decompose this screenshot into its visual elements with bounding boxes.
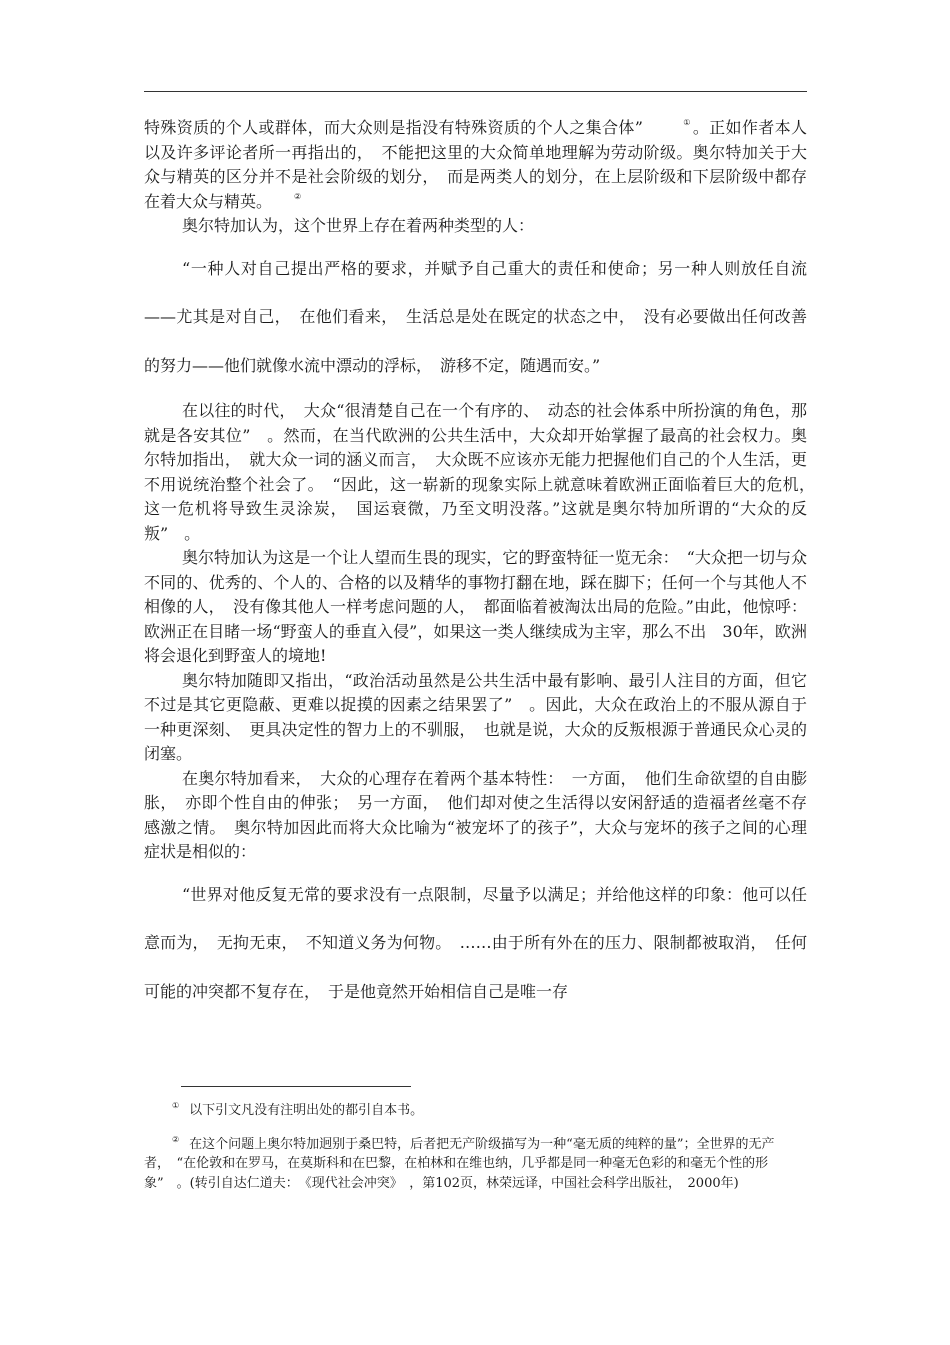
paragraph-2: 奥尔特加认为，这个世界上存在着两种类型的人： [182,216,535,235]
paragraph-5: 奥尔特加随即又指出，“政治活动虽然是公共生活中最有影响、最引人注目的方面，但它不过是其它更隐蔽、更难以捉摸的因素之结果罢了” 。因此，大众在政治上的不服从源自于一种更深刻、 更具决定性的智力上的不驯服， 也就是说，大众的反叛根源于普通民众心灵的闭塞。 [144,670,807,763]
block-quote-1-first: “一种人对自己提出严格的要求，并赋予自己重大的责任和使命；另一种人 [182,258,725,278]
body-text [144,116,824,1016]
footnote-2-mark: ② [172,1134,180,1144]
block-quote-2-first: “世界对他反复无常的要求没有一点限制，尽量予以满足；并给他这样的印 [182,884,710,904]
footnote-1-text: 以下引文凡没有注明出处的都引自本书。 [189,1103,424,1118]
footnote-ref-1[interactable]: ① [682,118,691,127]
footnotes [144,1096,807,1202]
paragraph-4: 奥尔特加认为这是一个让人望而生畏的现实，它的野蛮特征一览无余： “大众把一切与众不同的、优秀的、个人的、合格的以及精华的事物打翻在地，踩在脚下；任何一个与其他人不相像的人， 没有像其他人一样考虑问题的人， 都面临着被淘汰出局的危险。”由此，他惊呼：欧洲正在目睹一场“野蛮人的垂直入侵”，如果这一类人继续成为主宰，那么不出 30年，欧洲将会退化到野蛮人的境地! [144,548,807,665]
footnote-2 [144,1130,807,1194]
paragraph-6: 在奥尔特加看来， 大众的心理存在着两个基本特性： 一方面， 他们生命欲望的自由膨胀， 亦即个性自由的伸张； 另一方面， 他们却对使之生活得以安闲舒适的造福者丝毫不存感激之情。 奥尔特加因此而将大众比喻为“被宠坏了的孩子”，大众与宠坏的孩子之间的心理症状是相似的： [144,768,807,861]
footnote-2-text: 在这个问题上奥尔特加迥别于桑巴特，后者把无产阶级描写为一种“毫无质的纯粹的量”；全世界的无产者， “在伦敦和在罗马，在莫斯科和在巴黎，在柏林和在维也纳，几乎都是同一种毫无色彩的和毫无个性的形象” 。(转引自达仁道夫： 《现代社会冲突》 ，第102页，林荣远译，中国社会科学出版社， 2000年) [144,1136,775,1191]
block-quote-2-rest: 象：他可以任意而为， 无拘无束， 不知道义务为何物。 ……由于所有外在的压力、限制都被取消， 任何可能的冲突都不复存在， 于是他竟然开始相信自己是唯一存 [144,884,807,1001]
block-quote-2 [144,871,807,1017]
paragraph-3: 在以往的时代， 大众“很清楚自己在一个有序的、 动态的社会体系中所扮演的角色，那就是各安其位” 。然而，在当代欧洲的公共生活中，大众却开始掌握了最高的社会权力。奥尔特加指出， 就大众一词的涵义而言， 大众既不应该亦无能力把握他们自己的个人生活，更不用说统治整个社会了。 “因此，这一崭新的现象实际上就意味着欧洲正面临着巨大的危机， 这一危机将导致生灵涂炭， 国运衰微，乃至文明没落。”这就是奥尔特加所谓的“大众的反叛” 。 [144,401,824,543]
paragraph-1-part-b: 。正如作者本人以及许多评论者所一再指出的， 不能把这里的大众简单地理解为劳动阶级。奥尔特加关于大众与精英的区分并不是社会阶级的划分， 而是两类人的划分，在上层阶级和下层阶级中都存在着大众与精英。 [144,118,807,211]
paragraph-1 [144,116,807,214]
footnote-ref-2[interactable]: ② [294,191,302,201]
header-rule [144,91,807,92]
block-quote-1 [144,245,807,391]
footnote-1-mark: ① [172,1101,180,1110]
block-quote-1-rest: 则放任自流——尤其是对自己， 在他们看来， 生活总是处在既定的状态之中， 没有必要做出任何改善的努力——他们就像水流中漂动的浮标， 游移不定，随遇而安。” [144,258,807,375]
footnote-rule [181,1086,411,1087]
paragraph-1-part-a: 特殊资质的个人或群体，而大众则是指没有特殊资质的个人之集合体” [144,118,643,137]
footnote-1 [144,1096,807,1121]
